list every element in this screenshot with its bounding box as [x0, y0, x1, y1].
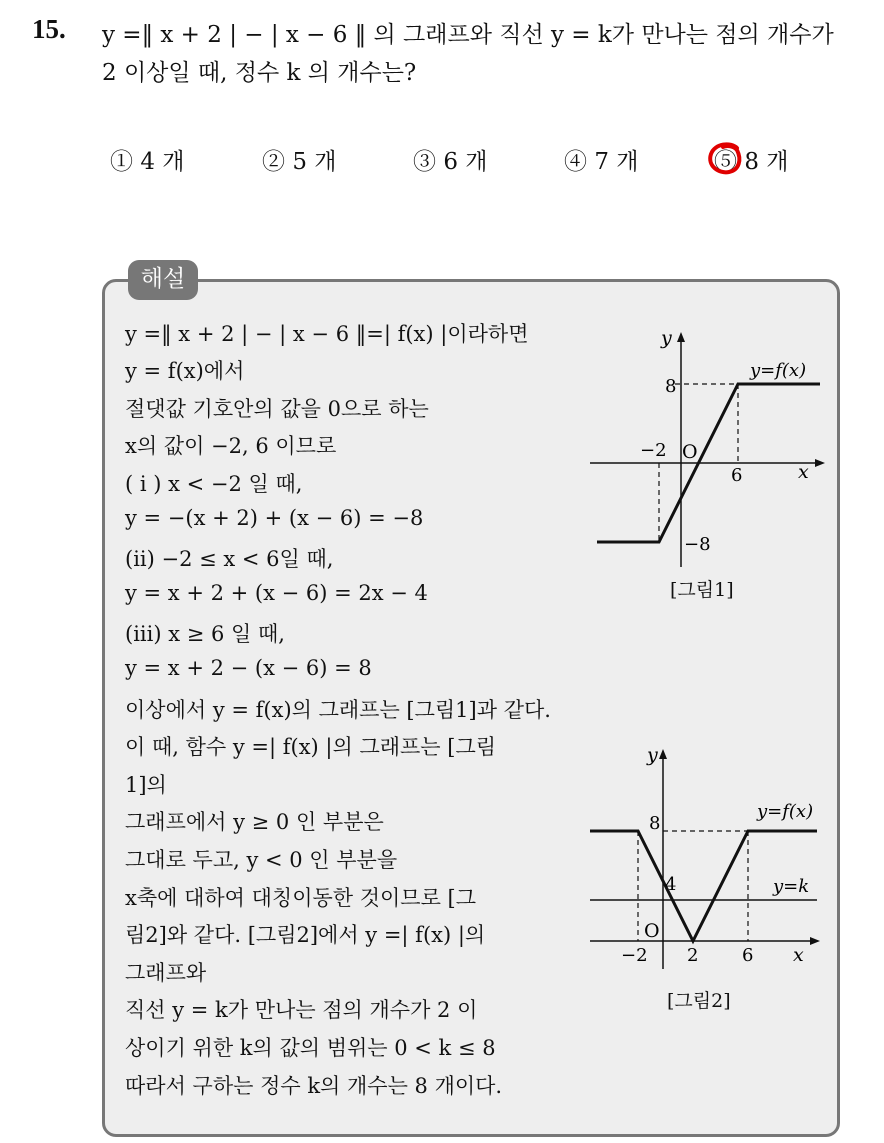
solution-line: y = f(x)에서 — [125, 359, 245, 383]
tick-label: −2 — [640, 440, 667, 461]
choice-3[interactable] — [413, 143, 487, 176]
origin-label: O — [644, 920, 660, 942]
choice-4[interactable] — [564, 143, 638, 176]
solution-line: y = x + 2 − (x − 6) = 8 — [125, 656, 372, 680]
solution-tag: 해설 — [128, 260, 198, 300]
choice-5-mark: ⑤ — [714, 149, 737, 175]
answer-circle-mark — [707, 140, 743, 176]
question-text-line-2: 2 이상일 때, 정수 k 의 개수는? — [102, 60, 417, 86]
x-axis-label: x — [798, 461, 809, 483]
choice-1-mark: ① — [110, 149, 133, 175]
solution-line: 그래프와 — [125, 961, 207, 985]
question-number: 15. — [32, 14, 66, 44]
choice-5-text: 8 개 — [744, 149, 789, 175]
solution-line: 직선 y = k가 만나는 점의 개수가 2 이 — [125, 998, 478, 1022]
solution-line: 따라서 구하는 정수 k의 개수는 8 개이다. — [125, 1074, 503, 1098]
tick-label: 8 — [665, 376, 677, 397]
choice-3-mark: ③ — [413, 149, 436, 175]
solution-line: ( i ) x < −2 일 때, — [125, 472, 303, 496]
figure-2-graph — [585, 737, 830, 977]
choice-2-mark: ② — [262, 149, 285, 175]
choice-4-text: 7 개 — [594, 149, 639, 175]
solution-line: 림2]와 같다. [그림2]에서 y =| f(x) |의 — [125, 923, 486, 947]
solution-line: 상이기 위한 k의 값의 범위는 0 < k ≤ 8 — [125, 1036, 496, 1060]
solution-line: x축에 대하여 대칭이동한 것이므로 [그 — [125, 886, 477, 910]
tick-label: 6 — [742, 945, 754, 966]
y-axis-label: y — [647, 744, 658, 766]
solution-line: x의 값이 −2, 6 이므로 — [125, 434, 337, 458]
figure-1-graph — [585, 322, 830, 572]
solution-line: 이상에서 y = f(x)의 그래프는 [그림1]과 같다. — [125, 698, 551, 722]
choice-1[interactable] — [110, 143, 184, 176]
solution-line: 절댓값 기호안의 값을 0으로 하는 — [125, 397, 429, 421]
figure-1-caption: [그림1] — [670, 579, 734, 601]
solution-line: y = −(x + 2) + (x − 6) = −8 — [125, 506, 424, 530]
solution-line: 1]의 — [125, 773, 167, 797]
solution-line: (iii) x ≥ 6 일 때, — [125, 622, 285, 646]
solution-line: y =‖ x + 2 | − | x − 6 ‖=| f(x) |이라하면 — [125, 322, 529, 346]
solution-line: y = x + 2 + (x − 6) = 2x − 4 — [125, 581, 428, 605]
solution-line: (ii) −2 ≤ x < 6일 때, — [125, 547, 334, 571]
tick-label: 8 — [649, 813, 661, 834]
tick-label: 2 — [687, 945, 699, 966]
choice-4-mark: ④ — [564, 149, 587, 175]
y-axis-label: y — [661, 327, 672, 349]
choice-3-text: 6 개 — [443, 149, 488, 175]
choice-1-text: 4 개 — [140, 149, 185, 175]
curve-label: y=f(x) — [750, 360, 807, 381]
solution-line: 그래프에서 y ≥ 0 인 부분은 — [125, 810, 384, 834]
tick-label: 6 — [731, 465, 743, 486]
tick-label: 4 — [665, 874, 677, 895]
question-text-line-1: y =‖ x + 2 | − | x − 6 ‖ 의 그래프와 직선 y = k가 만나는 점의 개수가 — [102, 22, 834, 48]
tick-label: −8 — [684, 534, 711, 555]
solution-line: 이 때, 함수 y =| f(x) |의 그래프는 [그림 — [125, 735, 497, 759]
choice-2-text: 5 개 — [292, 149, 337, 175]
tick-label: −2 — [621, 945, 648, 966]
solution-line: 그대로 두고, y < 0 인 부분을 — [125, 848, 398, 872]
curve-label: y=f(x) — [757, 801, 814, 822]
x-axis-label: x — [793, 944, 804, 966]
k-line-label: y=k — [773, 876, 810, 897]
origin-label: O — [682, 441, 698, 463]
choice-2[interactable] — [262, 143, 336, 176]
figure-2-caption: [그림2] — [667, 990, 731, 1012]
